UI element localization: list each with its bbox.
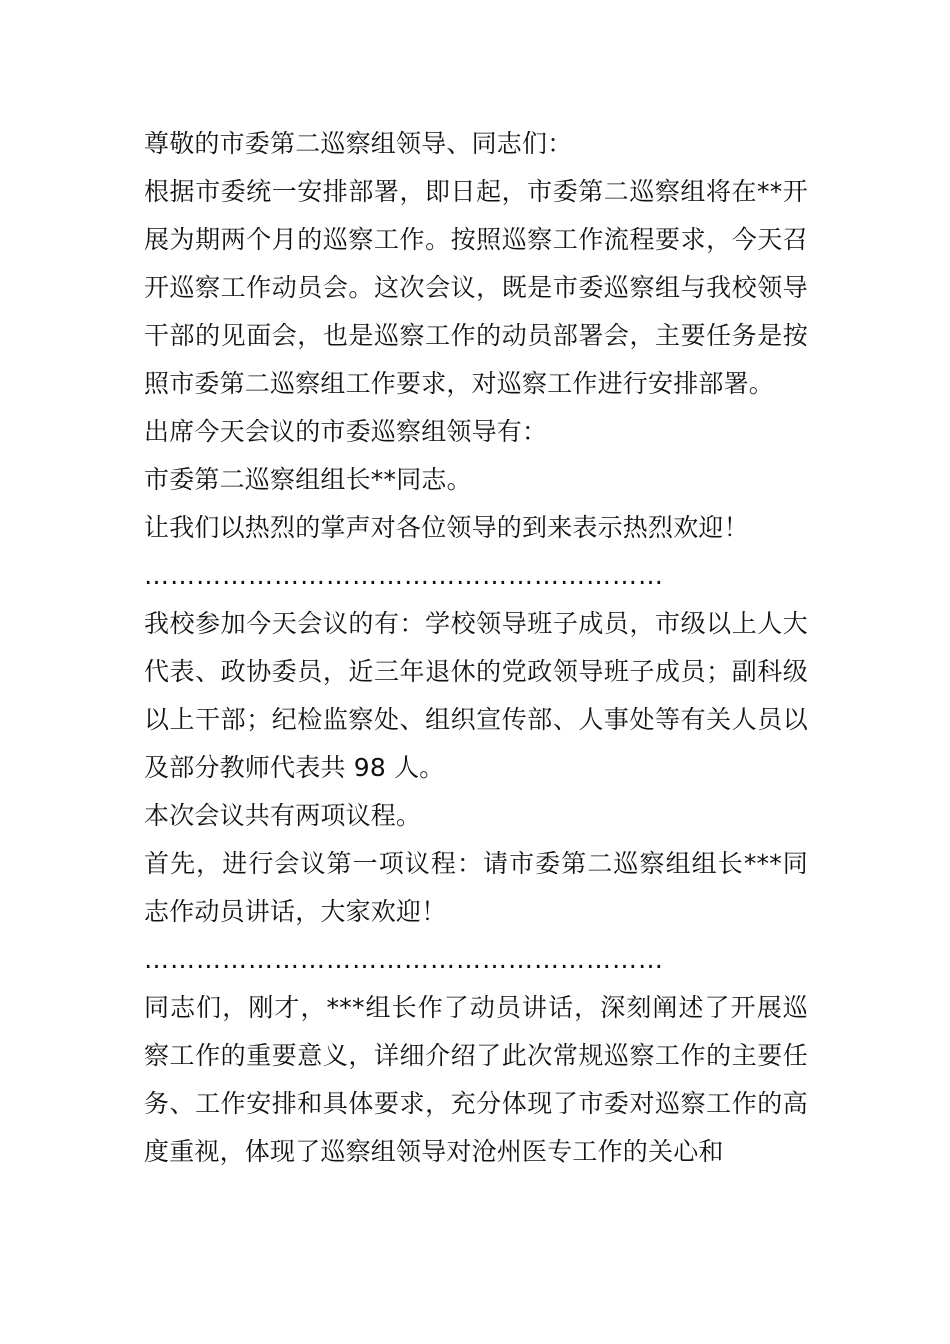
agenda-count-paragraph: 本次会议共有两项议程。 bbox=[144, 801, 422, 830]
first-agenda-paragraph: 首先，进行会议第一项议程：请市委第二巡察组组长***同志作动员讲话，大家欢迎！ bbox=[144, 849, 808, 926]
ellipsis-separator: …………………………………………………… bbox=[144, 945, 664, 974]
ellipsis-separator: …………………………………………………… bbox=[144, 561, 664, 590]
attending-leaders-heading: 出席今天会议的市委巡察组领导有： bbox=[144, 417, 548, 446]
attending-leader: 市委第二巡察组组长**同志。 bbox=[144, 465, 472, 494]
participants-paragraph: 我校参加今天会议的有：学校领导班子成员，市级以上人大代表、政协委员，近三年退休的党政领导班子成员；副科级以上干部；纪检监察处、组织宣传部、人事处等有关人员以及部分教师代表共 98 人。 bbox=[144, 609, 808, 782]
welcome-paragraph: 让我们以热烈的掌声对各位领导的到来表示热烈欢迎！ bbox=[144, 513, 749, 542]
intro-paragraph: 根据市委统一安排部署，即日起，市委第二巡察组将在**开展为期两个月的巡察工作。按照巡察工作流程要求，今天召开巡察工作动员会。这次会议，既是市委巡察组与我校领导干部的见面会，也是巡察工作的动员部署会，主要任务是按照市委第二巡察组工作要求，对巡察工作进行安排部署。 bbox=[144, 177, 808, 398]
salutation: 尊敬的市委第二巡察组领导、同志们： bbox=[144, 129, 573, 158]
summary-paragraph: 同志们，刚才，***组长作了动员讲话，深刻阐述了开展巡察工作的重要意义，详细介绍了此次常规巡察工作的主要任务、工作安排和具体要求，充分体现了市委对巡察工作的高度重视，体现了巡察组领导对沧州医专工作的关心和 bbox=[144, 993, 808, 1166]
document-body bbox=[144, 120, 808, 1176]
